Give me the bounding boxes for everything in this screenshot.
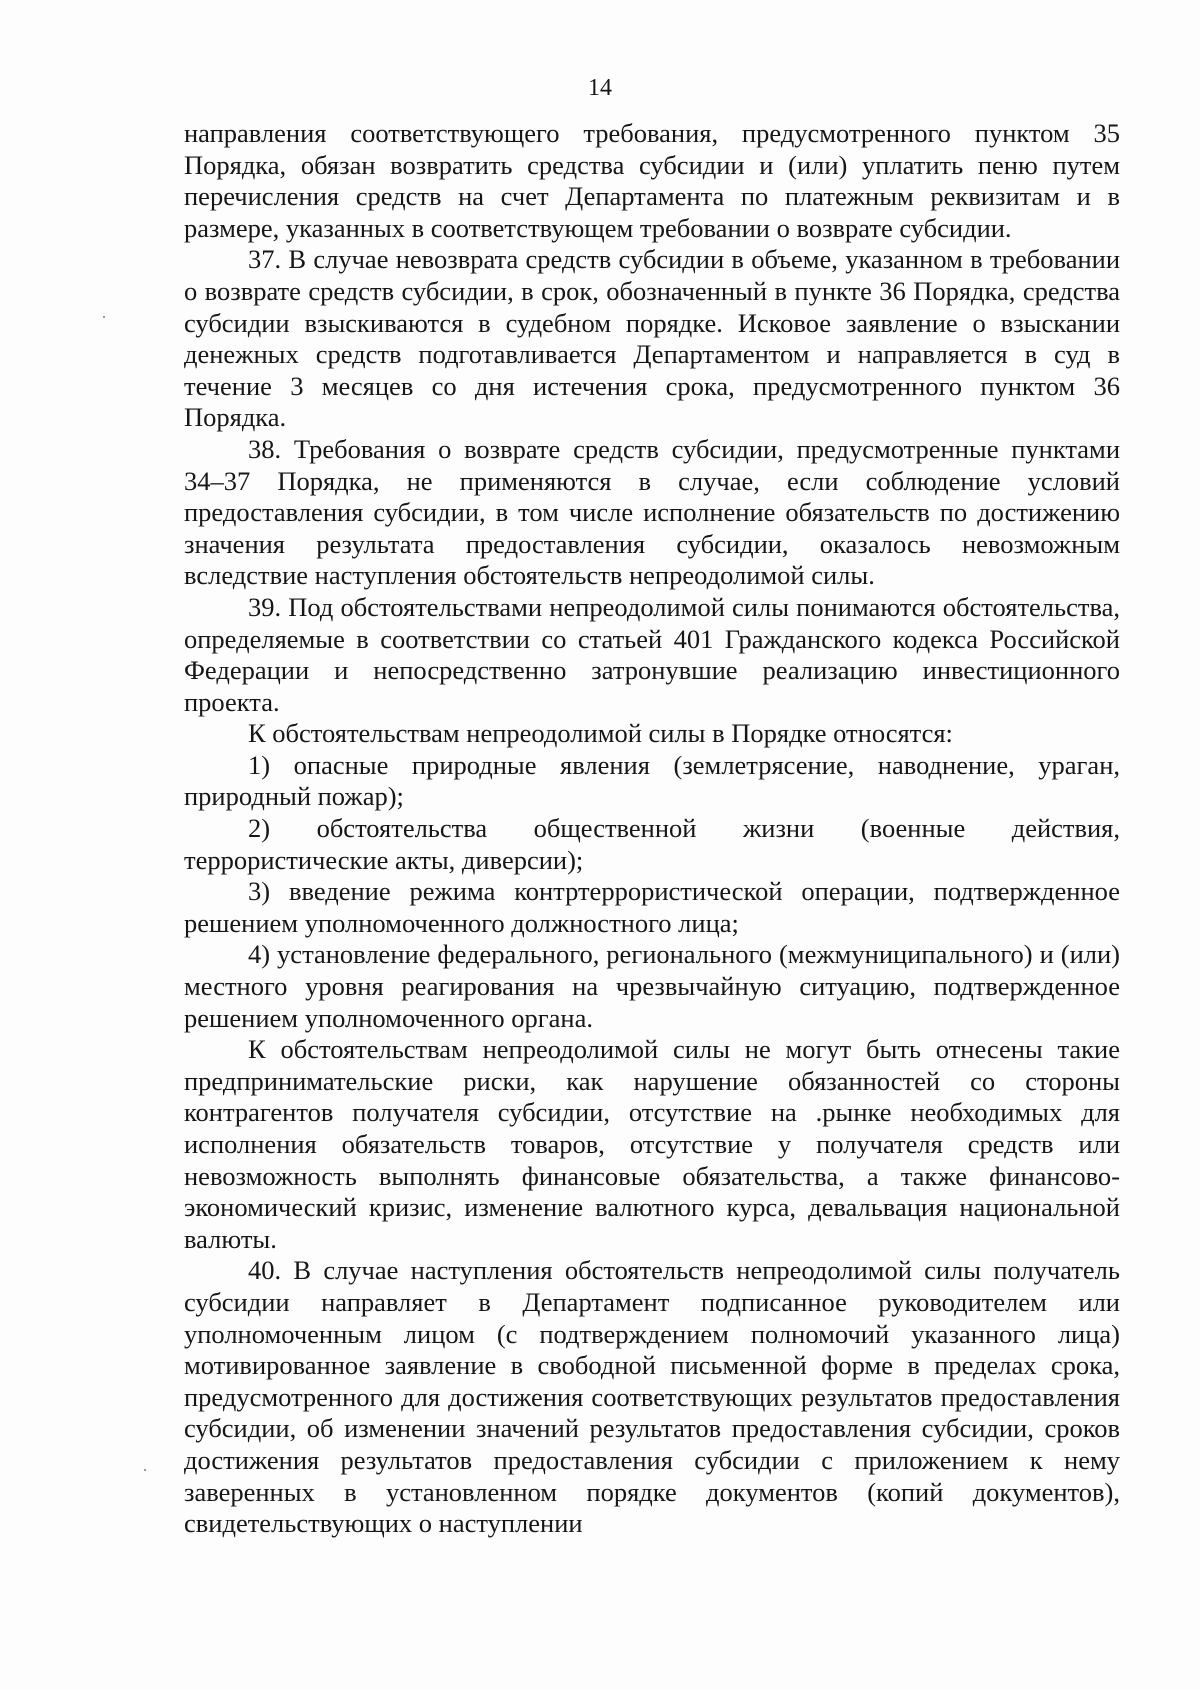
paragraph-continuation: направления соответствующего требования, предусмотренного пунктом 35 Порядка, обязан возвратить средства субсидии и (или) уплатить пеню путем перечисления средств на счет Департамента по платежным реквизитам и в размере, указанных в соответствующем требовании о возврате субсидии. (184, 118, 1120, 243)
list-item-3: 3) введение режима контртеррористической операции, подтвержденное решением уполномоченного должностного лица; (184, 876, 1120, 938)
list-item-4: 4) установление федерального, регионального (межмуниципального) и (или) местного уровня реагирования на чрезвычайную ситуацию, подтвержденное решением уполномоченного органа. (184, 939, 1120, 1033)
paragraph-force-majeure-intro: К обстоятельствам непреодолимой силы в Порядке относятся: (248, 718, 953, 749)
paragraph-40: 40. В случае наступления обстоятельств непреодолимой силы получатель субсидии направляет в Департамент подписанное руководителем или уполномоченным лицом (с подтверждением полномочий указанного лица) мотивированное заявление в свободной письменной форме в пределах срока, предусмотренного для достижения соответствующих результатов предоставления субсидии, об изменении значений результатов предоставления субсидии, сроков достижения результатов предоставления субсидии с приложением к нему заверенных в установленном порядке документов (копий документов), свидетельствующих о наступлении (184, 1255, 1120, 1539)
document-body (184, 118, 1120, 1540)
paragraph-exclusions: К обстоятельствам непреодолимой силы не могут быть отнесены такие предпринимательские риски, как нарушение обязанностей со стороны контрагентов получателя субсидии, отсутствие на .рынке необходимых для исполнения обязательств товаров, отсутствие у получателя средств или невозможность выполнять финансовые обязательства, а также финансово-экономический кризис, изменение валютного курса, девальвация национальной валюты. (184, 1034, 1120, 1254)
list-item-1: 1) опасные природные явления (землетрясение, наводнение, ураган, природный пожар); (184, 749, 1120, 812)
page-number: 14 (588, 75, 612, 101)
paragraph-37: 37. В случае невозврата средств субсидии в объеме, указанном в требовании о возврате средств субсидии, в срок, обозначенный в пункте 36 Порядка, средства субсидии взыскиваются в судебном порядке. Исковое заявление о взыскании денежных средств подготавливается Департаментом и направляется в суд в течение 3 месяцев со дня истечения срока, предусмотренного пунктом 36 Порядка. (184, 244, 1120, 433)
list-item-2: 2) обстоятельства общественной жизни (военные действия, террористические акты, диверсии); (184, 813, 1120, 875)
scan-speck (144, 1469, 146, 1471)
paragraph-38: 38. Требования о возврате средств субсидии, предусмотренные пунктами 34–37 Порядка, не применяются в случае, если соблюдение условий предоставления субсидии, в том числе исполнение обязательств по достижению значения результата предоставления субсидии, оказалось невозможным вследствие наступления обстоятельств непреодолимой силы. (184, 433, 1120, 591)
scan-speck (103, 316, 105, 318)
paragraph-39: 39. Под обстоятельствами непреодолимой силы понимаются обстоятельства, определяемые в соответствии со статьей 401 Гражданского кодекса Российской Федерации и непосредственно затронувшие реализацию инвестиционного проекта. (184, 591, 1120, 717)
